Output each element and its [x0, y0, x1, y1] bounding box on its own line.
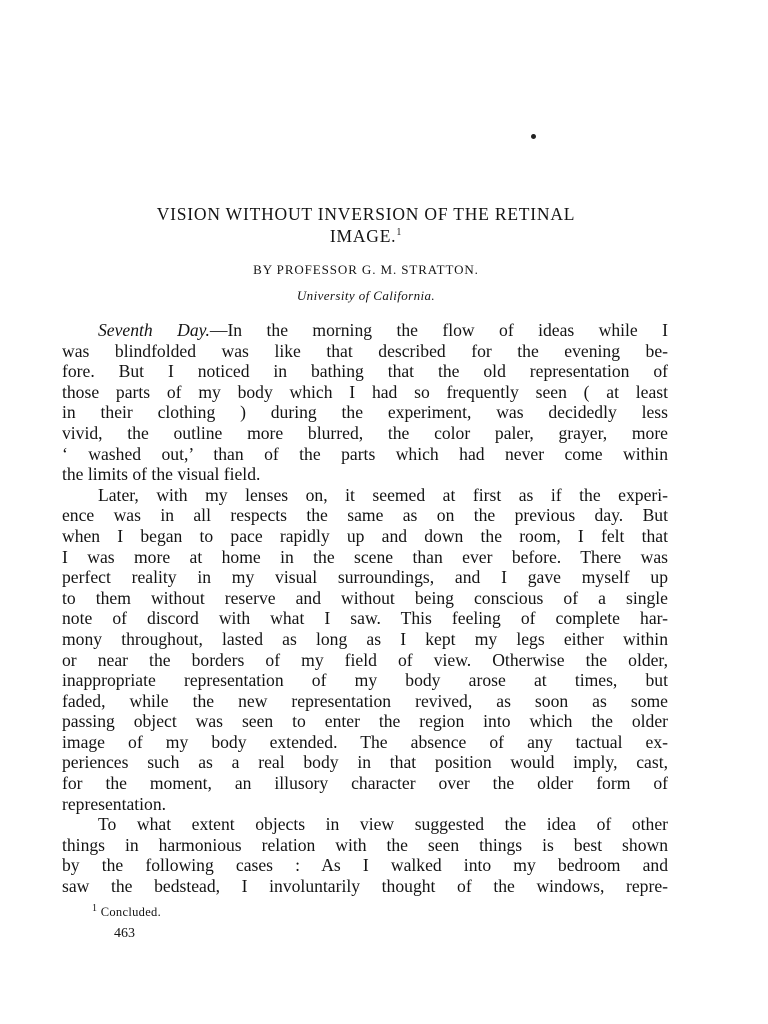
paragraph-1-line-1	[62, 320, 668, 341]
paragraph-2-line-11: faded, while the new representation revived, as soon as some	[62, 690, 668, 711]
paragraph-2-line-3: when I began to pace rapidly up and down the room, I felt that	[62, 525, 668, 546]
title-footnote-mark: 1	[396, 227, 403, 239]
paragraph-1-line-4: those parts of my body which I had so frequently seen ( at least	[62, 381, 668, 402]
page-number: 463	[114, 926, 135, 941]
paragraph-1-line-8: the limits of the visual field.	[62, 464, 261, 485]
paragraph-2-line-13: image of my body extended. The absence of any tactual ex-	[62, 731, 668, 752]
paragraph-3-line-2: things in harmonious relation with the seen things is best shown	[62, 834, 668, 855]
paragraph-1-line-6: vivid, the outline more blurred, the color paler, grayer, more	[62, 422, 668, 443]
author-byline: BY PROFESSOR G. M. STRATTON.	[253, 262, 479, 277]
footnote-text: Concluded.	[100, 905, 162, 919]
paragraph-1-line-5: in their clothing ) during the experiment, was decidedly less	[62, 402, 668, 423]
paragraph-1-line-2: was blindfolded was like that described for the evening be-	[62, 340, 668, 361]
footnote-mark: 1	[92, 902, 98, 914]
paragraph-2-line-7: note of discord with what I saw. This feeling of complete har-	[62, 608, 668, 629]
paragraph-3	[62, 814, 668, 896]
title-line-2	[62, 225, 670, 247]
article-title	[62, 203, 670, 247]
paragraph-2-line-4: I was more at home in the scene than ever before. There was	[62, 546, 668, 567]
paragraph-1	[62, 320, 668, 485]
article-body	[62, 320, 668, 897]
footnote	[92, 902, 162, 920]
paragraph-2-line-16: representation.	[62, 793, 167, 814]
paragraph-2-line-14: periences such as a real body in that position would imply, cast,	[62, 752, 668, 773]
paragraph-1-line-1-text: —In the morning the flow of ideas while I	[209, 320, 669, 340]
footnote-text-wrap	[92, 902, 162, 919]
paragraph-2	[62, 485, 668, 815]
author-affiliation: University of California.	[296, 288, 436, 303]
paragraph-2-line-8: mony throughout, lasted as long as I kept my legs either within	[62, 628, 668, 649]
paragraph-2-line-2: ence was in all respects the same as on the previous day. But	[62, 505, 668, 526]
paragraph-1-line-3: fore. But I noticed in bathing that the old representation of	[62, 361, 668, 382]
paragraph-3-line-1: To what extent objects in view suggested the idea of other	[98, 814, 668, 835]
paragraph-1-line-7: ‘ washed out,’ than of the parts which had never come within	[62, 443, 668, 464]
paragraph-2-line-1: Later, with my lenses on, it seemed at first as if the experi-	[98, 484, 668, 505]
title-line-2-text: IMAGE.	[329, 226, 397, 246]
section-run-in-heading: Seventh Day.	[98, 320, 210, 340]
paragraph-3-line-3: by the following cases : As I walked into my bedroom and	[62, 855, 668, 876]
paragraph-2-line-12: passing object was seen to enter the region into which the older	[62, 711, 668, 732]
paragraph-3-line-4: saw the bedstead, I involuntarily thought of the windows, repre-	[62, 876, 668, 897]
paragraph-2-line-5: perfect reality in my visual surroundings, and I gave myself up	[62, 567, 668, 588]
paragraph-2-line-9: or near the borders of my field of view. Otherwise the older,	[62, 649, 668, 670]
paragraph-2-line-6: to them without reserve and without being conscious of a single	[62, 587, 668, 608]
title-line-1: VISION WITHOUT INVERSION OF THE RETINAL	[156, 204, 576, 224]
paragraph-2-line-10: inappropriate representation of my body arose at times, but	[62, 670, 668, 691]
print-speck	[531, 134, 536, 139]
paragraph-2-line-15: for the moment, an illusory character over the older form of	[62, 773, 668, 794]
